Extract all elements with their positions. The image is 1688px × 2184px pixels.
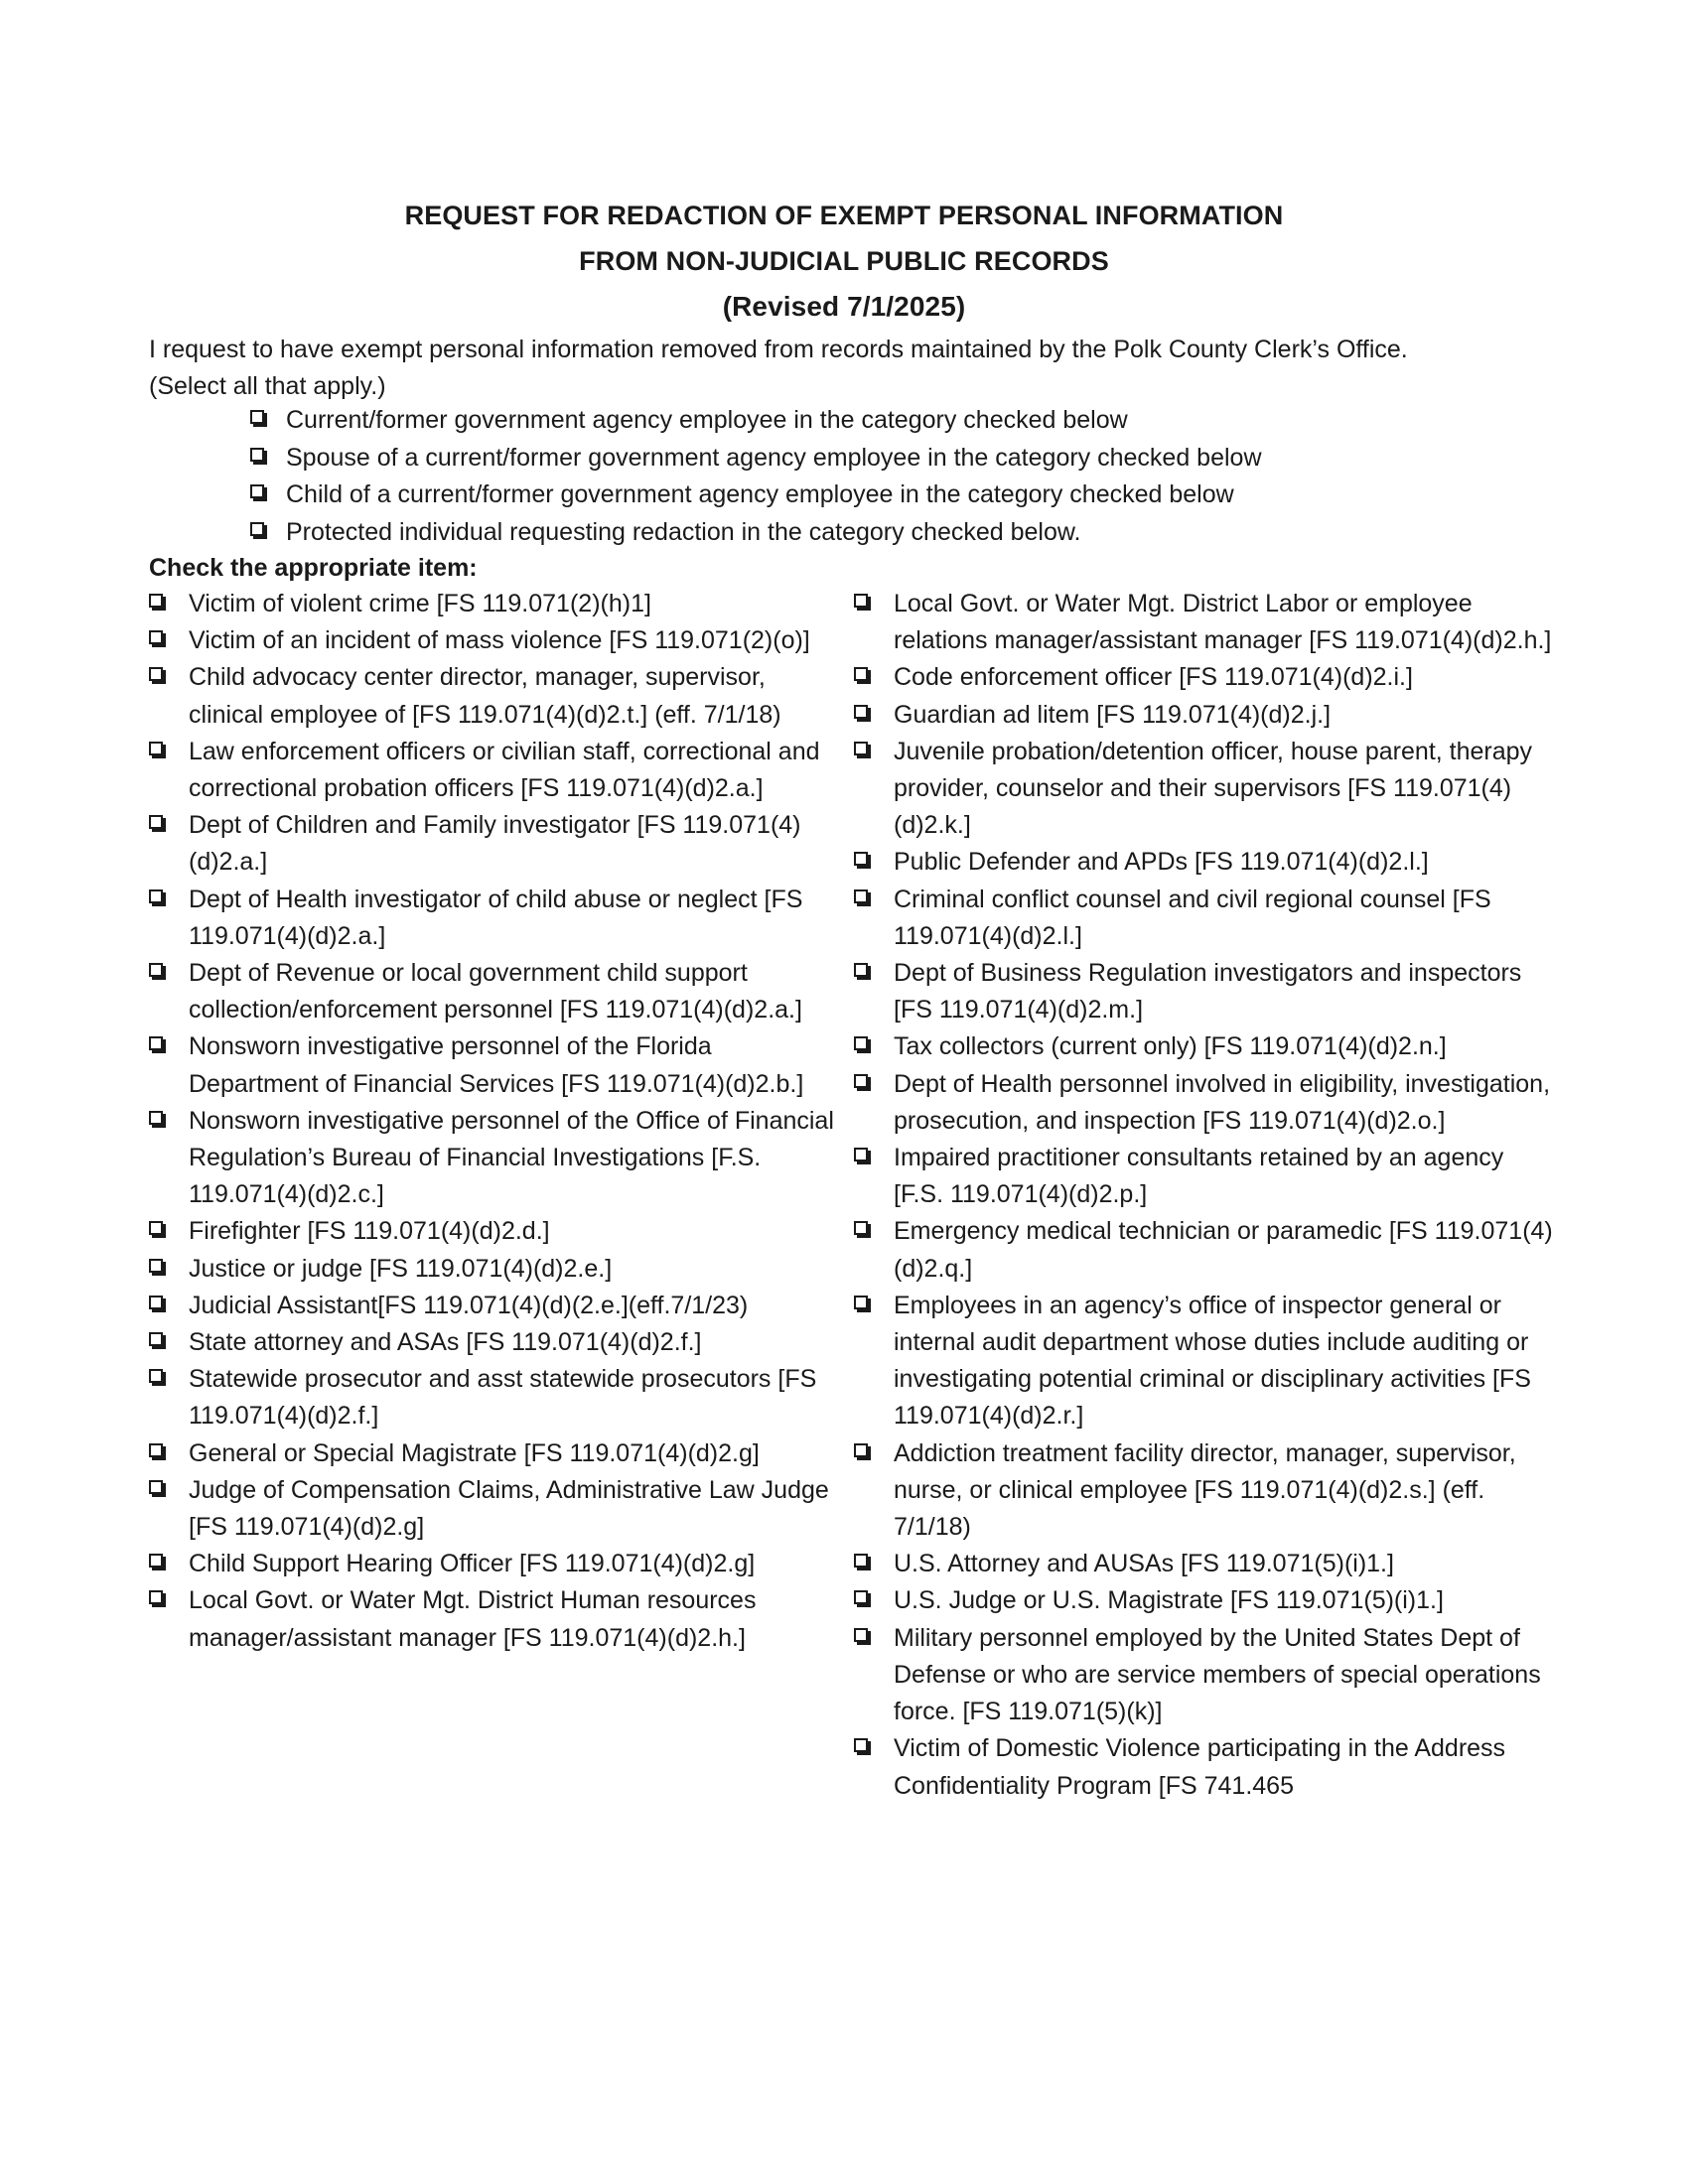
check-heading: Check the appropriate item: xyxy=(149,554,478,582)
option-protected-individual[interactable] xyxy=(250,514,1541,552)
category-label: Victim of Domestic Violence participating in the Address Confidentiality Program [FS 741.465 xyxy=(894,1734,1506,1800)
category-item[interactable] xyxy=(149,1028,834,1102)
checkbox-icon[interactable] xyxy=(854,1628,868,1642)
category-item[interactable] xyxy=(854,1435,1559,1547)
checkbox-icon[interactable] xyxy=(149,1480,163,1494)
checkbox-icon[interactable] xyxy=(854,1221,868,1235)
checkbox-icon[interactable] xyxy=(854,963,868,977)
revision-date: (Revised 7/1/2025) xyxy=(722,291,966,322)
checkbox-icon[interactable] xyxy=(250,410,264,424)
checkbox-icon[interactable] xyxy=(854,594,868,608)
category-label: Public Defender and APDs [FS 119.071(4)(d)2.l.] xyxy=(894,848,1429,877)
category-label: State attorney and ASAs [FS 119.071(4)(d)2.f.] xyxy=(189,1328,702,1357)
category-label: Dept of Business Regulation investigators and inspectors [FS 119.071(4)(d)2.m.] xyxy=(894,959,1522,1024)
category-item[interactable] xyxy=(149,1582,834,1656)
category-label: Victim of violent crime [FS 119.071(2)(h)1] xyxy=(189,590,651,617)
category-item[interactable] xyxy=(149,734,834,807)
category-label: U.S. Judge or U.S. Magistrate [FS 119.071(5)(i)1.] xyxy=(894,1586,1444,1615)
option-spouse-of-employee[interactable] xyxy=(250,440,1541,478)
category-item[interactable] xyxy=(854,1213,1559,1287)
category-label: Employees in an agency’s office of inspector general or internal audit department whose duties include auditing or investigating potential criminal or disciplinary activities [FS 119.071(4)(d)2.r.] xyxy=(894,1291,1531,1431)
category-item[interactable] xyxy=(854,1288,1559,1435)
checkbox-icon[interactable] xyxy=(854,889,868,903)
category-item[interactable] xyxy=(149,1324,834,1361)
category-label: Nonsworn investigative personnel of the Office of Financial Regulation’s Bureau of Financial Investigations [F.S. 119.071(4)(d)2.c.] xyxy=(189,1106,834,1209)
checkbox-icon[interactable] xyxy=(854,1590,868,1604)
category-label: Dept of Health investigator of child abuse or neglect [FS 119.071(4)(d)2.a.] xyxy=(189,885,803,950)
checkbox-icon[interactable] xyxy=(149,1332,163,1346)
category-label: Tax collectors (current only) [FS 119.071(4)(d)2.n.] xyxy=(894,1032,1447,1061)
category-item[interactable] xyxy=(149,1361,834,1434)
checkbox-icon[interactable] xyxy=(149,1590,163,1604)
category-item[interactable] xyxy=(149,1251,834,1288)
intro-text xyxy=(149,332,1579,405)
category-label: Guardian ad litem [FS 119.071(4)(d)2.j.] xyxy=(894,700,1332,729)
category-item[interactable] xyxy=(854,1140,1559,1213)
checkbox-icon[interactable] xyxy=(854,1296,868,1309)
checkbox-icon[interactable] xyxy=(149,667,163,681)
checkbox-icon[interactable] xyxy=(149,1443,163,1457)
checkbox-icon[interactable] xyxy=(250,484,264,498)
category-item[interactable] xyxy=(149,807,834,881)
category-item[interactable] xyxy=(854,659,1559,696)
category-item[interactable] xyxy=(149,1103,834,1214)
checkbox-icon[interactable] xyxy=(854,1148,868,1161)
category-label: Dept of Revenue or local government child support collection/enforcement personnel [FS 119.071(4)(d)2.a.] xyxy=(189,959,802,1024)
category-item[interactable] xyxy=(854,955,1559,1028)
checkbox-icon[interactable] xyxy=(149,963,163,977)
relationship-options xyxy=(250,402,1541,551)
category-label: Addiction treatment facility director, manager, supervisor, nurse, or clinical employee [FS 119.071(4)(d)2.s.] (eff. 7/1/18) xyxy=(894,1438,1516,1542)
category-label: Dept of Children and Family investigator [FS 119.071(4)(d)2.a.] xyxy=(189,811,801,877)
category-label: Local Govt. or Water Mgt. District Labor or employee relations manager/assistant manager [FS 119.071(4)(d)2.h.] xyxy=(894,590,1552,655)
category-item[interactable] xyxy=(854,844,1559,881)
category-label: Juvenile probation/detention officer, house parent, therapy provider, counselor and their supervisors [FS 119.071(4)(d)2.k.] xyxy=(894,737,1533,840)
category-item[interactable] xyxy=(854,882,1559,955)
category-item[interactable] xyxy=(149,1435,834,1472)
checkbox-icon[interactable] xyxy=(149,815,163,829)
category-item[interactable] xyxy=(854,697,1559,734)
form-subtitle: FROM NON-JUDICIAL PUBLIC RECORDS xyxy=(579,246,1109,276)
checkbox-icon[interactable] xyxy=(854,705,868,719)
option-label: Spouse of a current/former government agency employee in the category checked below xyxy=(286,443,1262,472)
checkbox-icon[interactable] xyxy=(854,667,868,681)
category-item[interactable] xyxy=(149,659,834,733)
intro-select-line: (Select all that apply.) xyxy=(149,372,386,400)
option-label: Child of a current/former government agency employee in the category checked below xyxy=(286,480,1234,508)
option-child-of-employee[interactable] xyxy=(250,477,1541,514)
category-label: Firefighter [FS 119.071(4)(d)2.d.] xyxy=(189,1217,550,1246)
category-item[interactable] xyxy=(854,1546,1559,1582)
category-label: Impaired practitioner consultants retained by an agency [F.S. 119.071(4)(d)2.p.] xyxy=(894,1144,1504,1209)
checkbox-icon[interactable] xyxy=(149,1111,163,1125)
category-item[interactable] xyxy=(854,1582,1559,1619)
category-label: Emergency medical technician or paramedic [FS 119.071(4)(d)2.q.] xyxy=(894,1217,1553,1283)
category-item[interactable] xyxy=(149,1288,834,1324)
category-label: Code enforcement officer [FS 119.071(4)(d)2.i.] xyxy=(894,663,1413,692)
option-current-former-employee[interactable] xyxy=(250,402,1541,440)
category-label: Statewide prosecutor and asst statewide prosecutors [FS 119.071(4)(d)2.f.] xyxy=(189,1365,817,1431)
category-item[interactable] xyxy=(149,622,834,659)
checkbox-icon[interactable] xyxy=(854,1554,868,1568)
category-label: Judge of Compensation Claims, Administrative Law Judge [FS 119.071(4)(d)2.g] xyxy=(189,1475,829,1542)
checkbox-icon[interactable] xyxy=(149,889,163,903)
category-item[interactable] xyxy=(149,586,834,622)
category-label: Victim of an incident of mass violence [FS 119.071(2)(o)] xyxy=(189,626,810,655)
category-list-left xyxy=(149,586,834,1657)
category-item[interactable] xyxy=(854,734,1559,845)
category-label: U.S. Attorney and AUSAs [FS 119.071(5)(i)1.] xyxy=(894,1550,1394,1578)
checkbox-icon[interactable] xyxy=(149,1369,163,1383)
option-label: Current/former government agency employee in the category checked below xyxy=(286,406,1128,434)
checkbox-icon[interactable] xyxy=(149,1554,163,1568)
checkbox-icon[interactable] xyxy=(149,630,163,644)
checkbox-icon[interactable] xyxy=(250,522,264,536)
checkbox-icon[interactable] xyxy=(149,742,163,755)
category-label: Criminal conflict counsel and civil regional counsel [FS 119.071(4)(d)2.l.] xyxy=(894,885,1491,950)
checkbox-icon[interactable] xyxy=(854,1074,868,1088)
category-label: Child Support Hearing Officer [FS 119.071(4)(d)2.g] xyxy=(189,1550,756,1578)
checkbox-icon[interactable] xyxy=(854,742,868,755)
checkbox-icon[interactable] xyxy=(149,594,163,608)
intro-request-line: I request to have exempt personal information removed from records maintained by the Polk County Clerk’s Office. xyxy=(149,336,1408,363)
checkbox-icon[interactable] xyxy=(149,1036,163,1050)
category-list-right xyxy=(854,586,1559,1805)
category-item[interactable] xyxy=(149,882,834,955)
category-label: Justice or judge [FS 119.071(4)(d)2.e.] xyxy=(189,1254,613,1283)
form-title: REQUEST FOR REDACTION OF EXEMPT PERSONAL INFORMATION xyxy=(404,201,1284,230)
category-label: Judicial Assistant[FS 119.071(4)(d)(2.e.](eff.7/1/23) xyxy=(189,1291,749,1319)
category-label: Local Govt. or Water Mgt. District Human resources manager/assistant manager [FS 119.071(4)(d)2.h.] xyxy=(189,1586,757,1652)
checkbox-icon[interactable] xyxy=(149,1259,163,1273)
option-label: Protected individual requesting redaction in the category checked below. xyxy=(286,517,1081,546)
checkbox-icon[interactable] xyxy=(854,1738,868,1752)
checkbox-icon[interactable] xyxy=(250,448,264,462)
category-item[interactable] xyxy=(854,1730,1559,1804)
category-item[interactable] xyxy=(149,955,834,1028)
category-label: Child advocacy center director, manager, supervisor, clinical employee of [FS 119.071(4)(d)2.t.] (eff. 7/1/18) xyxy=(189,663,781,729)
category-label: Nonsworn investigative personnel of the Florida Department of Financial Services [FS 119.071(4)(d)2.b.] xyxy=(189,1032,804,1098)
category-label: Dept of Health personnel involved in eligibility, investigation, prosecution, and inspection [FS 119.071(4)(d)2.o.] xyxy=(894,1069,1551,1135)
category-item[interactable] xyxy=(149,1213,834,1250)
category-label: General or Special Magistrate [FS 119.071(4)(d)2.g] xyxy=(189,1438,760,1467)
checkbox-icon[interactable] xyxy=(149,1296,163,1309)
category-item[interactable] xyxy=(149,1472,834,1546)
checkbox-icon[interactable] xyxy=(854,1443,868,1457)
checkbox-icon[interactable] xyxy=(854,852,868,866)
category-item[interactable] xyxy=(149,1546,834,1582)
checkbox-icon[interactable] xyxy=(854,1036,868,1050)
category-label: Military personnel employed by the United States Dept of Defense or who are service members of special operations force. [FS 119.071(5)(k)] xyxy=(894,1623,1541,1726)
category-label: Law enforcement officers or civilian staff, correctional and correctional probation officers [FS 119.071(4)(d)2.a.] xyxy=(189,737,820,803)
category-item[interactable] xyxy=(854,1028,1559,1065)
category-item[interactable] xyxy=(854,1066,1559,1140)
category-item[interactable] xyxy=(854,586,1559,659)
category-item[interactable] xyxy=(854,1620,1559,1731)
checkbox-icon[interactable] xyxy=(149,1221,163,1235)
